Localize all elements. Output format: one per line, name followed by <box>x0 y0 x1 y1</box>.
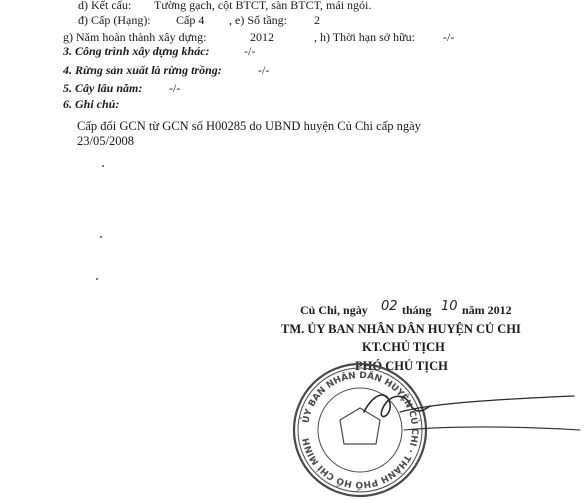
date-place-prefix: Củ Chi, ngày <box>300 303 368 317</box>
date-year: năm 2012 <box>462 303 512 317</box>
date-month-label: tháng <box>402 303 432 317</box>
section-6-label: 6. Ghi chú: <box>63 97 120 111</box>
section-5-value: -/- <box>169 81 181 95</box>
role-line-1: KT.CHỦ TỊCH <box>362 340 445 354</box>
seal-ring-text: ỦY BAN NHÂN DÂN HUYỆN CỦ CHI · THÀNH PHỐ HỒ CHÍ MINH <box>301 370 420 490</box>
ket-cau-label: d) Kết cấu: <box>78 0 132 12</box>
so-tang-label: , e) Số tầng: <box>229 13 287 27</box>
scan-speck <box>96 278 98 280</box>
note-line-1: Cấp đổi GCN từ GCN số H00285 do UBND huyện Củ Chi cấp ngày <box>77 119 421 133</box>
section-4-value: -/- <box>258 63 270 77</box>
cap-hang-label: đ) Cấp (Hạng): <box>78 13 151 27</box>
cap-hang-value: Cấp 4 <box>176 13 205 27</box>
date-month-handwritten: 10 <box>441 299 458 314</box>
section-3-label: 3. Công trình xây dựng khác: <box>63 44 210 58</box>
note-line-2: 23/05/2008 <box>77 134 134 148</box>
section-5-label: 5. Cây lâu năm: <box>63 81 143 95</box>
date-day-handwritten: 02 <box>381 299 398 314</box>
ket-cau-value: Tường gạch, cột BTCT, sàn BTCT, mái ngói. <box>154 0 372 12</box>
section-3-value: -/- <box>244 44 256 58</box>
role-line-2: PHÓ CHỦ TỊCH <box>355 359 448 373</box>
handwritten-signature <box>360 382 584 438</box>
so-tang-value: 2 <box>314 13 320 27</box>
nam-hoan-thanh-value: 2012 <box>250 30 274 44</box>
scan-speck <box>102 165 104 167</box>
scan-speck <box>100 236 102 238</box>
section-4-label: 4. Rừng sản xuất là rừng trồng: <box>63 63 222 77</box>
nam-hoan-thanh-label: g) Năm hoàn thành xây dựng: <box>63 30 207 44</box>
thoi-han-label: , h) Thời hạn sở hữu: <box>314 30 415 44</box>
org-line: TM. ỦY BAN NHÂN DÂN HUYỆN CỦ CHI <box>281 322 521 336</box>
thoi-han-value: -/- <box>443 30 455 44</box>
